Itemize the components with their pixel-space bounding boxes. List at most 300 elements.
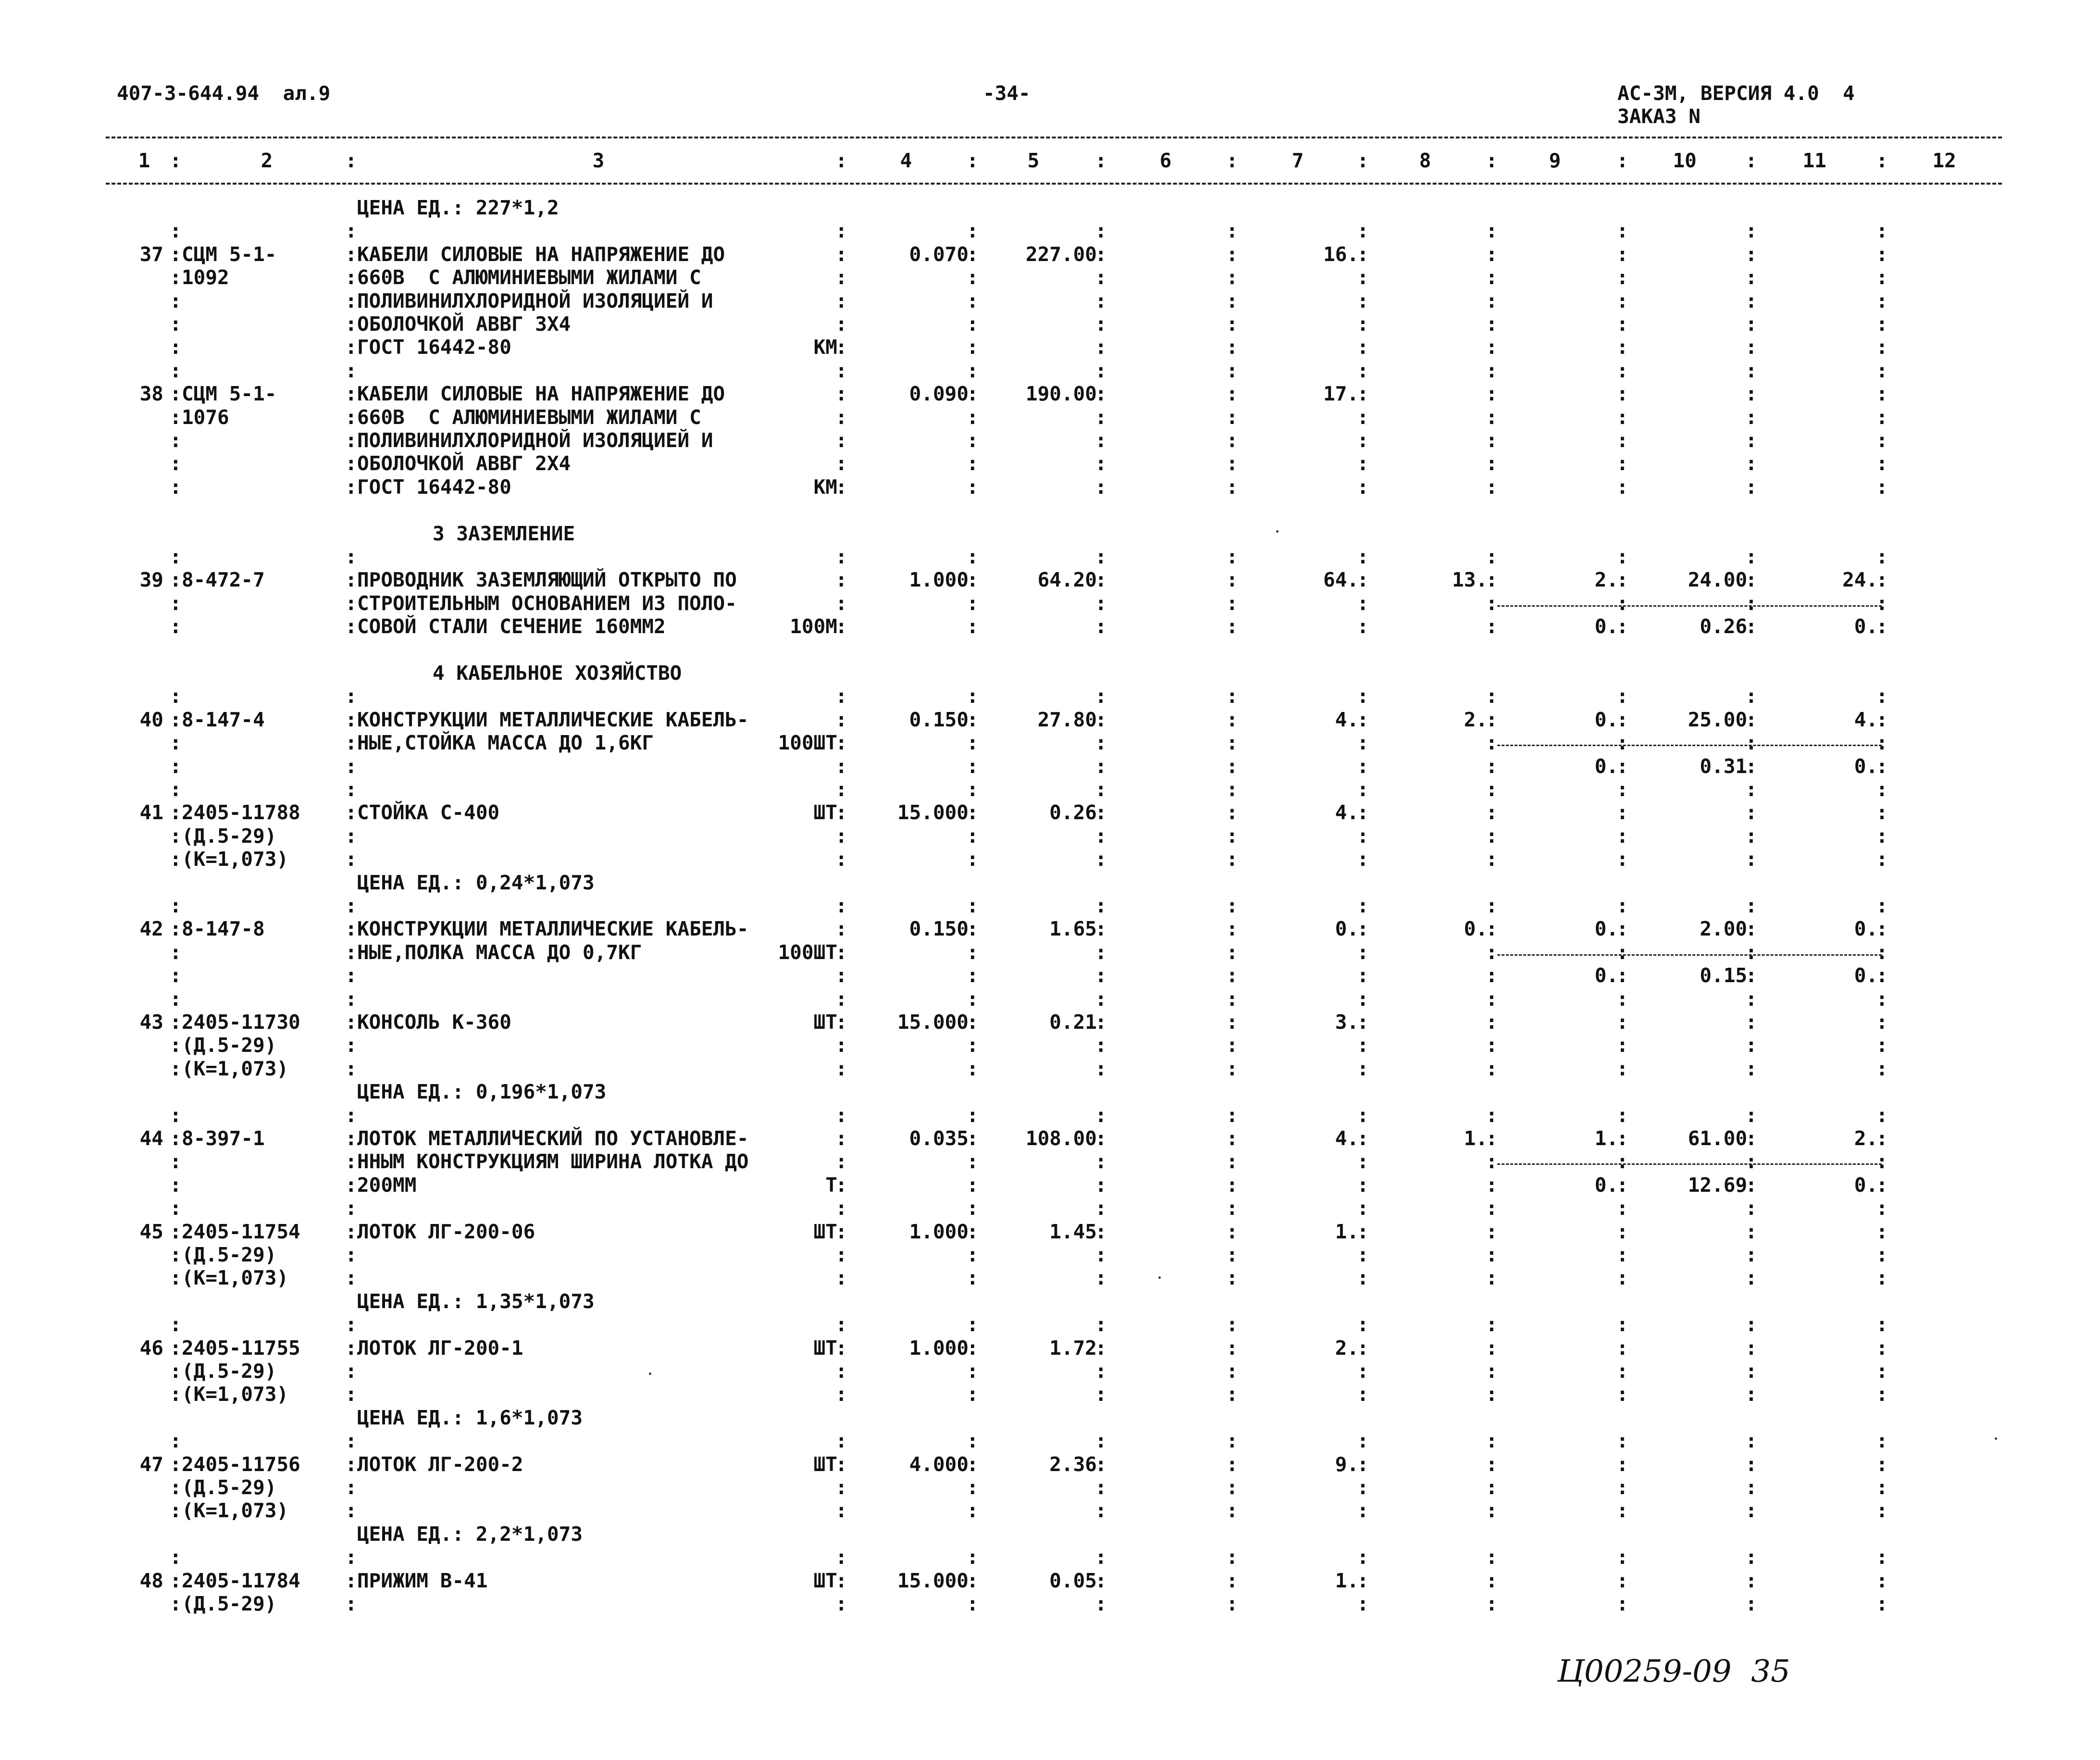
item-code: (К=1,073) xyxy=(182,1057,289,1080)
column-separator: : xyxy=(967,1592,979,1615)
column-separator: : xyxy=(1357,1569,1369,1592)
column-separator: : xyxy=(1876,266,1888,289)
column-separator: : xyxy=(1616,429,1628,452)
column-separator: : xyxy=(170,1546,182,1569)
column-separator: : xyxy=(170,917,182,940)
item-description: 200ММ xyxy=(357,1173,417,1197)
column-separator: : xyxy=(835,685,847,708)
column-separator: : xyxy=(1745,1499,1757,1522)
column-separator: : xyxy=(1226,1313,1238,1336)
column-separator: : xyxy=(1226,731,1238,754)
column-separator: : xyxy=(1616,1569,1628,1592)
column-separator: : xyxy=(1095,1592,1107,1615)
column-separator: : xyxy=(345,1569,357,1592)
column-separator: : xyxy=(1226,917,1238,940)
column-separator: : xyxy=(1226,1150,1238,1173)
column-separator: : xyxy=(1876,848,1888,871)
column-separator: : xyxy=(835,336,847,359)
column-separator: : xyxy=(1357,685,1369,708)
cell-c7: 17. xyxy=(1323,382,1359,405)
column-separator: : xyxy=(170,848,182,871)
column-separator: : xyxy=(1095,1034,1107,1057)
column-separator: : xyxy=(1226,1057,1238,1080)
column-separator: : xyxy=(1876,1383,1888,1406)
column-separator: : xyxy=(835,1569,847,1592)
column-separator: : xyxy=(1226,592,1238,615)
column-separator: : xyxy=(967,1220,979,1243)
column-separator: : xyxy=(1226,1011,1238,1034)
cell-c4: 1.000 xyxy=(909,568,969,591)
item-description: ПОЛИВИНИЛХЛОРИДНОЙ ИЗОЛЯЦИЕЙ И xyxy=(357,289,713,312)
column-separator: : xyxy=(1745,1173,1757,1197)
column-separator: : xyxy=(1486,1243,1498,1266)
cell-c7: 4. xyxy=(1335,801,1359,824)
column-separator: : xyxy=(1357,1220,1369,1243)
cell-c9: 0. xyxy=(1594,917,1618,940)
column-separator: : xyxy=(1616,336,1628,359)
cell-c4: 15.000 xyxy=(897,1569,969,1592)
column-separator: : xyxy=(1226,336,1238,359)
doc-code: 407-3-644.94 ал.9 xyxy=(117,82,331,105)
column-separator: : xyxy=(1357,1499,1369,1522)
column-separator: : xyxy=(835,801,847,824)
column-separator: : xyxy=(1745,1266,1757,1289)
item-unit: ШТ xyxy=(813,1220,837,1243)
column-separator: : xyxy=(967,1034,979,1057)
column-separator: : xyxy=(345,894,357,917)
column-separator: : xyxy=(1876,452,1888,475)
column-separator: : xyxy=(1876,1057,1888,1080)
column-separator: : xyxy=(1486,429,1498,452)
column-separator: : xyxy=(1226,848,1238,871)
column-separator: : xyxy=(345,1429,357,1452)
column-separator: : xyxy=(1876,708,1888,731)
column-separator: : xyxy=(1876,382,1888,405)
column-separator: : xyxy=(1486,1104,1498,1127)
item-unit: ШТ xyxy=(813,1569,837,1592)
column-separator: : xyxy=(1357,1127,1369,1150)
column-separator: : xyxy=(1095,1453,1107,1476)
item-description: ЛОТОК МЕТАЛЛИЧЕСКИЙ ПО УСТАНОВЛЕ- xyxy=(357,1127,749,1150)
item-code: (Д.5-29) xyxy=(182,1034,277,1057)
item-unit: 100ШТ xyxy=(778,941,837,964)
item-unit: ШТ xyxy=(813,1011,837,1034)
column-separator: : xyxy=(967,289,979,312)
column-separator: : xyxy=(1616,1150,1628,1173)
item-description: ЦЕНА ЕД.: 227*1,2 xyxy=(357,196,559,219)
column-separator: : xyxy=(1357,1266,1369,1289)
subtotal-rule xyxy=(1497,745,1882,746)
column-separator: : xyxy=(1357,1336,1369,1360)
column-separator: : xyxy=(1357,1429,1369,1452)
column-separator: : xyxy=(967,964,979,987)
column-separator: : xyxy=(1745,1150,1757,1173)
column-separator: : xyxy=(1745,1546,1757,1569)
column-separator: : xyxy=(1616,848,1628,871)
column-separator: : xyxy=(1095,1360,1107,1383)
column-separator: : xyxy=(170,1429,182,1452)
column-separator: : xyxy=(1095,592,1107,615)
column-separator: : xyxy=(1226,1476,1238,1499)
column-separator: : xyxy=(1745,1569,1757,1592)
column-separator: : xyxy=(1616,1499,1628,1522)
column-separator: : xyxy=(835,359,847,382)
column-separator: : xyxy=(1357,429,1369,452)
column-separator: : xyxy=(1357,1057,1369,1080)
column-separator: : xyxy=(1486,1150,1498,1173)
column-separator: : xyxy=(967,778,979,801)
column-separator: : xyxy=(1486,545,1498,568)
column-separator: : xyxy=(967,475,979,499)
scan-speck xyxy=(1995,1437,1997,1440)
cell-c5: 27.80 xyxy=(1037,708,1097,731)
column-separator: : xyxy=(1876,219,1888,242)
item-description: ННЫМ КОНСТРУКЦИЯМ ШИРИНА ЛОТКА ДО xyxy=(357,1150,749,1173)
column-separator: : xyxy=(1876,1034,1888,1057)
column-separator: : xyxy=(1226,1569,1238,1592)
column-separator: : xyxy=(345,1104,357,1127)
column-separator: : xyxy=(1745,1453,1757,1476)
column-separator: : xyxy=(1486,1360,1498,1383)
column-separator: : xyxy=(1226,475,1238,499)
column-separator: : xyxy=(1486,801,1498,824)
column-separator: : xyxy=(1095,941,1107,964)
column-separator: : xyxy=(967,1336,979,1360)
column-separator: : xyxy=(1876,615,1888,638)
column-separator: : xyxy=(345,1336,357,1360)
column-separator: : xyxy=(1616,941,1628,964)
column-separator: : xyxy=(967,731,979,754)
column-separator: : xyxy=(1486,1011,1498,1034)
item-description: ЛОТОК ЛГ-200-06 xyxy=(357,1220,535,1243)
column-separator: : xyxy=(1486,1197,1498,1220)
column-separator: : xyxy=(1095,452,1107,475)
cell-c7: 1. xyxy=(1335,1569,1359,1592)
item-code: 8-397-1 xyxy=(182,1127,265,1150)
column-separator: : xyxy=(1357,382,1369,405)
column-separator: : xyxy=(1357,475,1369,499)
column-separator: : xyxy=(1357,1360,1369,1383)
column-separator: : xyxy=(170,801,182,824)
column-separator: : xyxy=(170,987,182,1011)
column-separator: : xyxy=(1486,708,1498,731)
cell-c4: 0.035 xyxy=(909,1127,969,1150)
column-separator: : xyxy=(1226,1173,1238,1197)
column-separator: : xyxy=(170,1453,182,1476)
column-separator: : xyxy=(835,894,847,917)
column-separator: : xyxy=(1095,1173,1107,1197)
cell-c4: 0.090 xyxy=(909,382,969,405)
item-code: 8-147-8 xyxy=(182,917,265,940)
column-header-7: 7 xyxy=(1292,149,1304,172)
column-separator: : xyxy=(1357,731,1369,754)
item-unit: ШТ xyxy=(813,801,837,824)
item-code: 2405-11788 xyxy=(182,801,300,824)
column-separator: : xyxy=(1486,1429,1498,1452)
column-separator: : xyxy=(345,1243,357,1266)
column-separator: : xyxy=(967,1569,979,1592)
column-separator: : xyxy=(1616,359,1628,382)
column-separator: : xyxy=(1486,475,1498,499)
item-description: ЛОТОК ЛГ-200-1 xyxy=(357,1336,523,1360)
column-separator: : xyxy=(835,452,847,475)
column-separator: : xyxy=(1616,1127,1628,1150)
column-separator: : xyxy=(1876,568,1888,591)
column-separator: : xyxy=(1095,1243,1107,1266)
column-separator: : xyxy=(1095,1546,1107,1569)
column-separator: : xyxy=(1226,312,1238,336)
column-separator: : xyxy=(1486,964,1498,987)
column-separator: : xyxy=(1486,685,1498,708)
column-header-5: 5 xyxy=(1027,149,1040,172)
column-separator: : xyxy=(1226,149,1238,172)
column-separator: : xyxy=(1357,917,1369,940)
column-separator: : xyxy=(1357,568,1369,591)
column-separator: : xyxy=(170,1569,182,1592)
cell-c10: 0.31 xyxy=(1700,755,1747,778)
column-separator: : xyxy=(1616,1429,1628,1452)
scan-speck xyxy=(1158,1276,1161,1279)
item-description: ЛОТОК ЛГ-200-2 xyxy=(357,1453,523,1476)
column-separator: : xyxy=(1226,452,1238,475)
column-separator: : xyxy=(345,755,357,778)
cell-c5: 0.21 xyxy=(1049,1011,1097,1034)
column-separator: : xyxy=(170,1313,182,1336)
column-separator: : xyxy=(170,219,182,242)
item-description: ГОСТ 16442-80 xyxy=(357,475,511,499)
column-separator: : xyxy=(170,592,182,615)
item-description: СОВОЙ СТАЛИ СЕЧЕНИЕ 160ММ2 xyxy=(357,615,666,638)
column-separator: : xyxy=(1095,731,1107,754)
item-description: КАБЕЛИ СИЛОВЫЕ НА НАПРЯЖЕНИЕ ДО xyxy=(357,382,725,405)
column-separator: : xyxy=(170,1197,182,1220)
item-number: 45 xyxy=(139,1220,163,1243)
item-code: 2405-11730 xyxy=(182,1011,300,1034)
column-separator: : xyxy=(967,1197,979,1220)
column-separator: : xyxy=(1876,149,1888,172)
column-separator: : xyxy=(967,1127,979,1150)
cell-c8: 0. xyxy=(1464,917,1488,940)
column-separator: : xyxy=(345,406,357,429)
column-separator: : xyxy=(1876,1266,1888,1289)
cell-c5: 2.36 xyxy=(1049,1453,1097,1476)
column-separator: : xyxy=(835,429,847,452)
column-separator: : xyxy=(345,1173,357,1197)
column-separator: : xyxy=(345,592,357,615)
column-separator: : xyxy=(345,1360,357,1383)
column-separator: : xyxy=(835,219,847,242)
column-separator: : xyxy=(1876,1429,1888,1452)
column-separator: : xyxy=(1095,406,1107,429)
column-separator: : xyxy=(1357,894,1369,917)
column-separator: : xyxy=(1486,1313,1498,1336)
item-code: (Д.5-29) xyxy=(182,1243,277,1266)
column-separator: : xyxy=(835,1360,847,1383)
cell-c9: 0. xyxy=(1594,615,1618,638)
column-separator: : xyxy=(1745,382,1757,405)
column-separator: : xyxy=(1876,312,1888,336)
column-separator: : xyxy=(1095,1127,1107,1150)
column-separator: : xyxy=(1745,406,1757,429)
column-separator: : xyxy=(1745,848,1757,871)
column-separator: : xyxy=(1745,1476,1757,1499)
column-separator: : xyxy=(170,1243,182,1266)
column-separator: : xyxy=(1616,1034,1628,1057)
column-separator: : xyxy=(345,685,357,708)
column-separator: : xyxy=(170,1336,182,1360)
column-separator: : xyxy=(1095,1011,1107,1034)
column-separator: : xyxy=(967,894,979,917)
cell-c11: 0. xyxy=(1854,917,1878,940)
column-separator: : xyxy=(1486,1034,1498,1057)
column-separator: : xyxy=(1745,615,1757,638)
column-separator: : xyxy=(1095,1336,1107,1360)
item-description: СТОЙКА С-400 xyxy=(357,801,500,824)
column-separator: : xyxy=(967,685,979,708)
column-separator: : xyxy=(345,708,357,731)
item-code: (Д.5-29) xyxy=(182,1476,277,1499)
cell-c11: 2. xyxy=(1854,1127,1878,1150)
column-separator: : xyxy=(967,429,979,452)
cell-c7: 1. xyxy=(1335,1220,1359,1243)
column-separator: : xyxy=(345,452,357,475)
column-separator: : xyxy=(1486,917,1498,940)
column-separator: : xyxy=(1616,824,1628,848)
column-separator: : xyxy=(1745,149,1757,172)
column-separator: : xyxy=(1876,1569,1888,1592)
column-separator: : xyxy=(1876,592,1888,615)
column-separator: : xyxy=(835,1057,847,1080)
subtotal-rule xyxy=(1497,954,1882,956)
column-separator: : xyxy=(345,1197,357,1220)
item-code: 2405-11756 xyxy=(182,1453,300,1476)
column-separator: : xyxy=(1486,1266,1498,1289)
column-separator: : xyxy=(345,429,357,452)
column-separator: : xyxy=(345,1266,357,1289)
column-separator: : xyxy=(1226,1104,1238,1127)
item-number: 47 xyxy=(139,1453,163,1476)
column-separator: : xyxy=(1616,1383,1628,1406)
column-separator: : xyxy=(1486,266,1498,289)
column-separator: : xyxy=(1095,429,1107,452)
column-separator: : xyxy=(345,964,357,987)
item-code: (К=1,073) xyxy=(182,1383,289,1406)
column-separator: : xyxy=(1486,219,1498,242)
column-separator: : xyxy=(1876,801,1888,824)
column-separator: : xyxy=(1616,475,1628,499)
column-separator: : xyxy=(835,1150,847,1173)
column-separator: : xyxy=(1226,382,1238,405)
scan-speck xyxy=(649,1373,651,1375)
cell-c7: 2. xyxy=(1335,1336,1359,1360)
column-separator: : xyxy=(1616,312,1628,336)
column-separator: : xyxy=(1616,615,1628,638)
column-separator: : xyxy=(170,894,182,917)
column-separator: : xyxy=(1745,243,1757,266)
column-separator: : xyxy=(1745,1011,1757,1034)
item-code: (Д.5-29) xyxy=(182,1360,277,1383)
column-separator: : xyxy=(1486,1499,1498,1522)
column-separator: : xyxy=(1486,1569,1498,1592)
column-separator: : xyxy=(1876,964,1888,987)
column-separator: : xyxy=(170,475,182,499)
cell-c7: 16. xyxy=(1323,243,1359,266)
item-number: 39 xyxy=(139,568,163,591)
column-separator: : xyxy=(1095,755,1107,778)
item-unit: 100М xyxy=(790,615,837,638)
column-separator: : xyxy=(1357,964,1369,987)
item-unit: 100ШТ xyxy=(778,731,837,754)
column-separator: : xyxy=(1745,266,1757,289)
column-separator: : xyxy=(835,941,847,964)
column-separator: : xyxy=(1095,1220,1107,1243)
column-separator: : xyxy=(1095,801,1107,824)
column-separator: : xyxy=(1357,289,1369,312)
column-separator: : xyxy=(1616,1476,1628,1499)
item-code: (Д.5-29) xyxy=(182,824,277,848)
item-number: 42 xyxy=(139,917,163,940)
column-separator: : xyxy=(170,1592,182,1615)
item-description: КОНСТРУКЦИИ МЕТАЛЛИЧЕСКИЕ КАБЕЛЬ- xyxy=(357,917,749,940)
cell-c9: 0. xyxy=(1594,964,1618,987)
column-separator: : xyxy=(967,312,979,336)
column-separator: : xyxy=(1876,545,1888,568)
column-separator: : xyxy=(967,452,979,475)
cell-c4: 4.000 xyxy=(909,1453,969,1476)
column-separator: : xyxy=(967,824,979,848)
column-separator: : xyxy=(1226,755,1238,778)
column-separator: : xyxy=(1876,289,1888,312)
column-separator: : xyxy=(1095,289,1107,312)
cell-c11: 0. xyxy=(1854,755,1878,778)
column-separator: : xyxy=(835,1429,847,1452)
column-header-4: 4 xyxy=(900,149,912,172)
column-header-3: 3 xyxy=(592,149,605,172)
column-separator: : xyxy=(170,1104,182,1127)
column-separator: : xyxy=(1357,778,1369,801)
column-separator: : xyxy=(1616,1197,1628,1220)
column-separator: : xyxy=(170,1499,182,1522)
column-separator: : xyxy=(170,1034,182,1057)
column-separator: : xyxy=(1616,894,1628,917)
column-separator: : xyxy=(1226,1499,1238,1522)
column-separator: : xyxy=(1745,429,1757,452)
column-separator: : xyxy=(1486,336,1498,359)
column-separator: : xyxy=(1616,1592,1628,1615)
column-separator: : xyxy=(1616,266,1628,289)
cell-c4: 15.000 xyxy=(897,1011,969,1034)
section-heading: 3 ЗАЗЕМЛЕНИЕ xyxy=(433,522,575,545)
item-code: 2405-11784 xyxy=(182,1569,300,1592)
column-header-10: 10 xyxy=(1673,149,1697,172)
column-header-6: 6 xyxy=(1159,149,1172,172)
cell-c5: 190.00 xyxy=(1025,382,1097,405)
column-separator: : xyxy=(1616,382,1628,405)
column-separator: : xyxy=(1745,592,1757,615)
column-separator: : xyxy=(835,1453,847,1476)
scan-speck xyxy=(1276,530,1279,533)
column-separator: : xyxy=(1616,1313,1628,1336)
subtotal-rule xyxy=(1497,1163,1882,1165)
column-separator: : xyxy=(1876,1127,1888,1150)
item-code: (К=1,073) xyxy=(182,1266,289,1289)
column-separator: : xyxy=(1745,1197,1757,1220)
column-separator: : xyxy=(170,778,182,801)
column-separator: : xyxy=(1745,964,1757,987)
version-label: АС-3М, ВЕРСИЯ 4.0 4 xyxy=(1617,82,1855,105)
column-separator: : xyxy=(835,731,847,754)
column-separator: : xyxy=(1486,289,1498,312)
